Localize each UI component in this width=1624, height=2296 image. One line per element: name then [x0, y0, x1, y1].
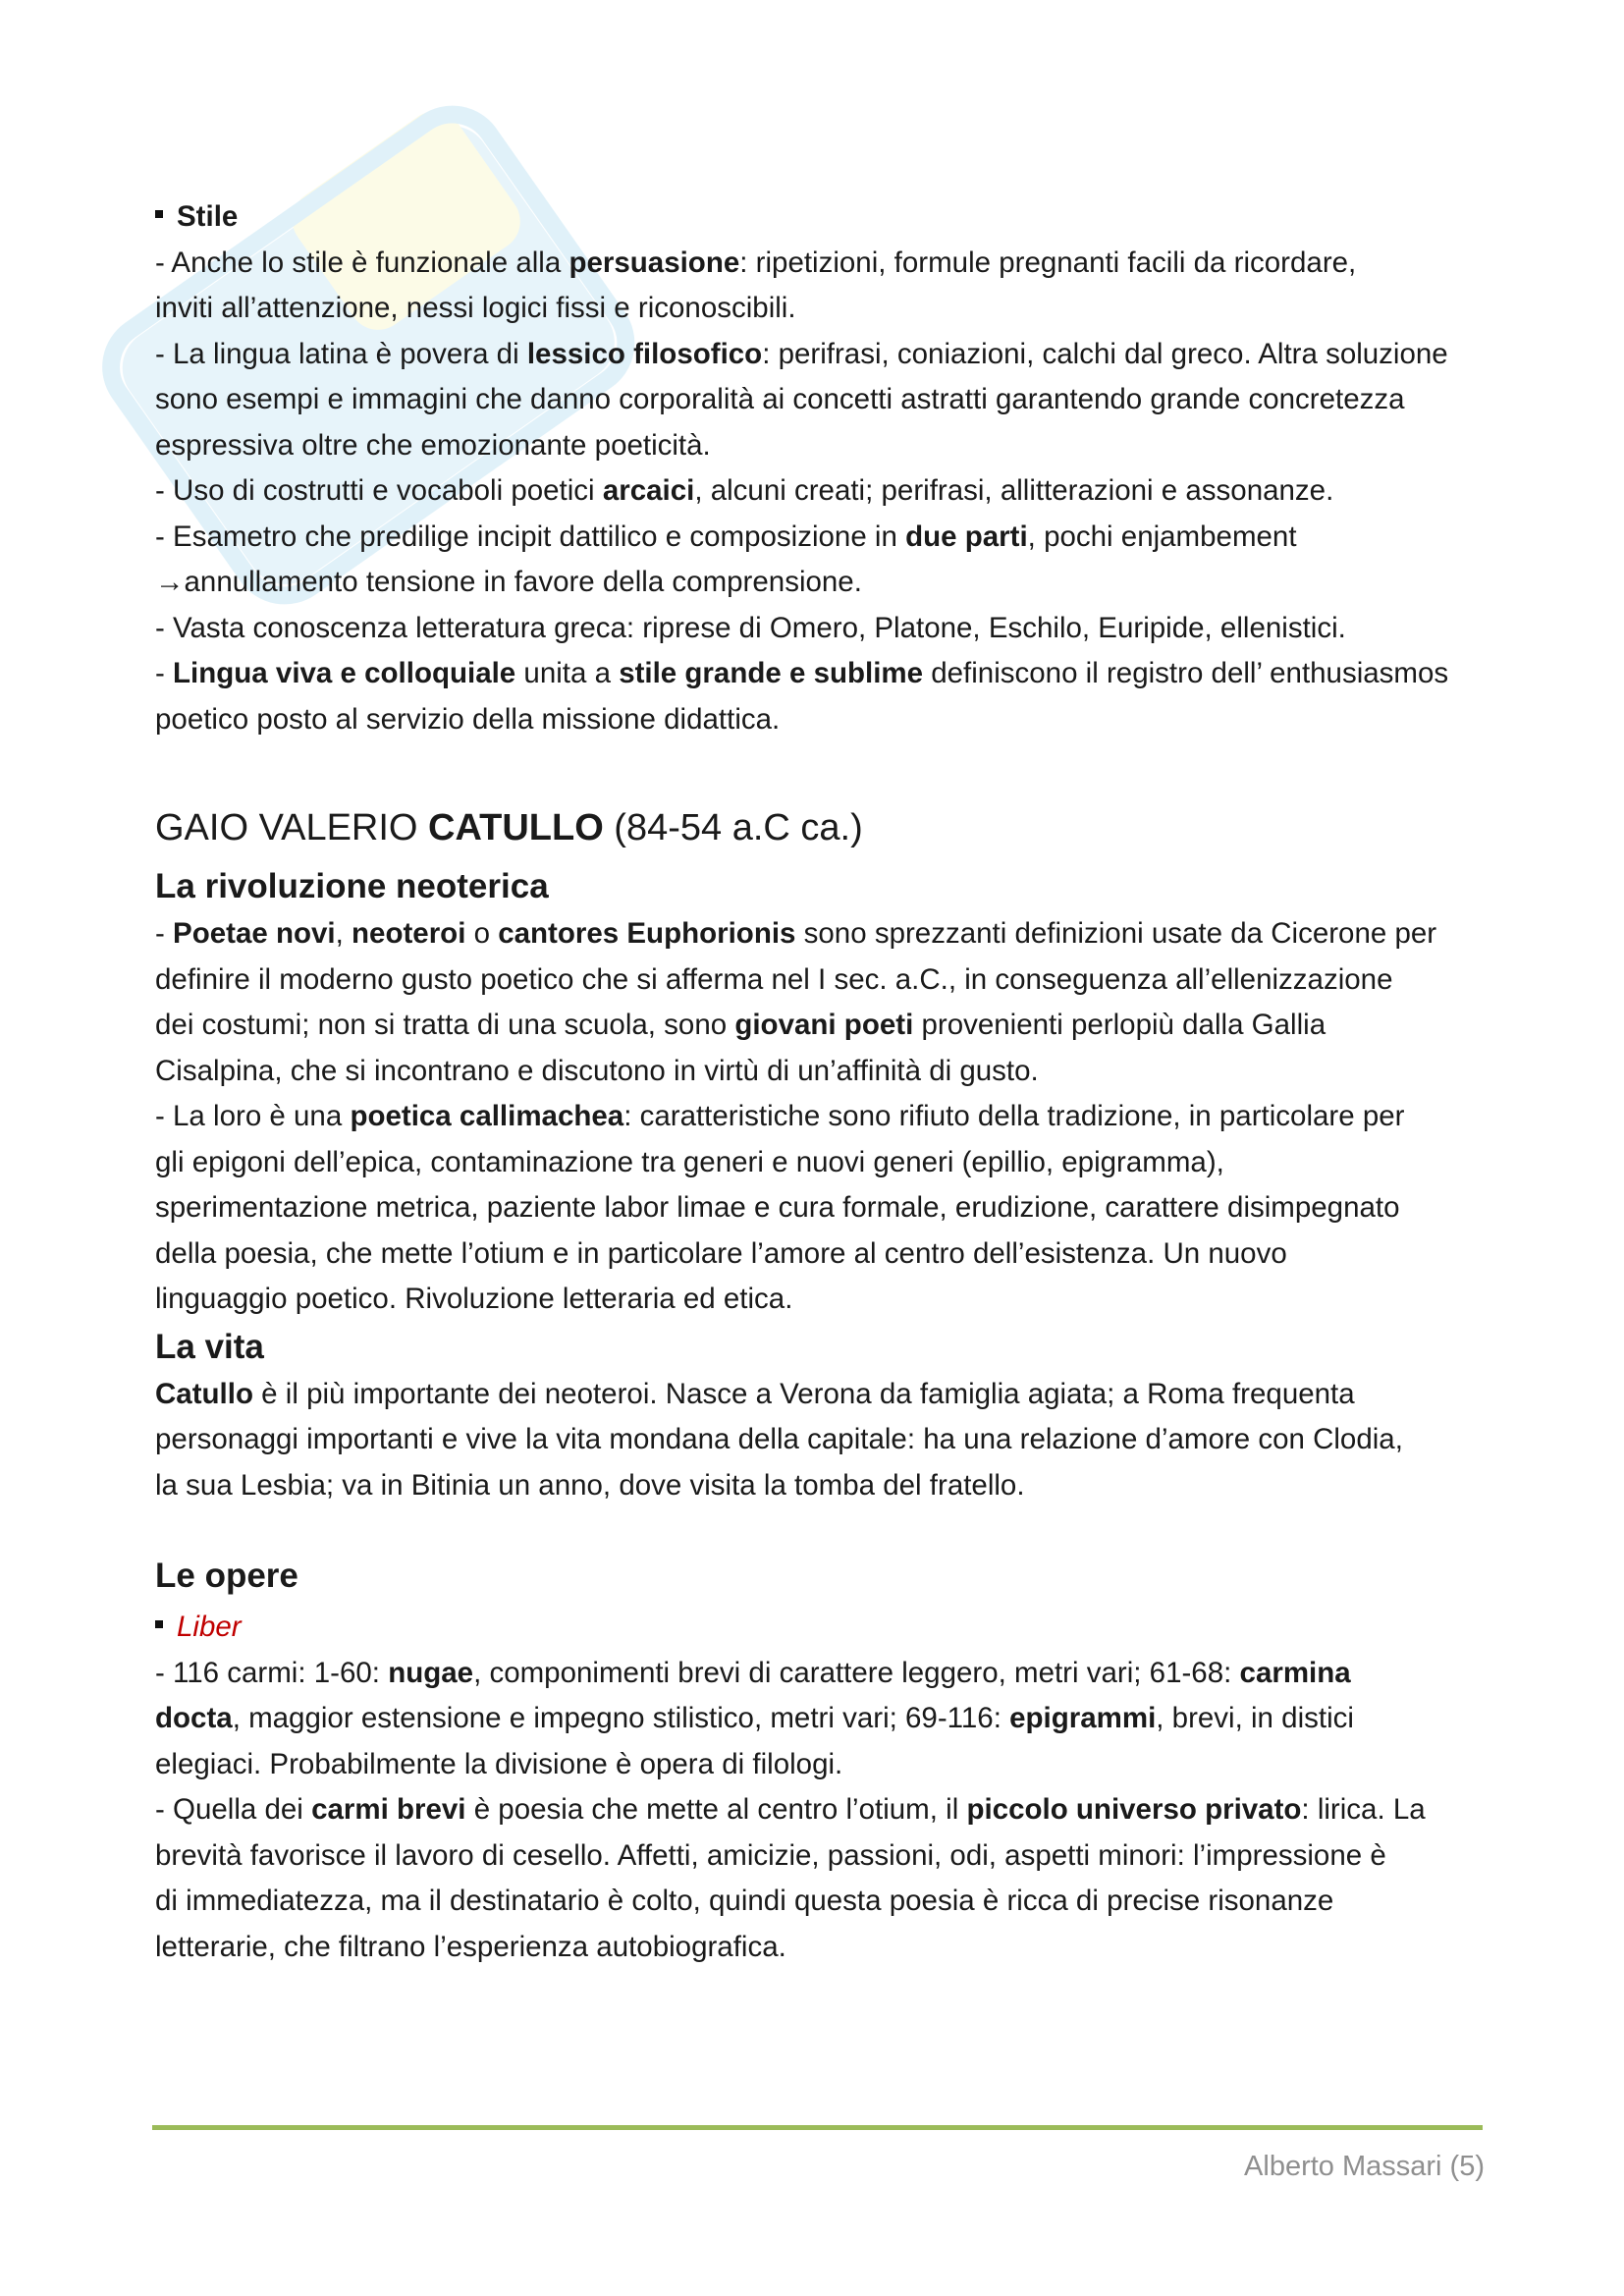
text-run: - La lingua latina è povera di [155, 337, 527, 370]
text-run: è il più importante dei neoteroi. Nasce a Verona da famiglia agiata; a Roma frequenta [252, 1377, 1355, 1410]
text-run: brevità favorisce il lavoro di cesello. Affetti, amicizie, passioni, odi, aspetti minori: l’impressione è [155, 1838, 1386, 1872]
text-run: (84-54 a.C ca.) [603, 807, 863, 848]
text-line [155, 1651, 1490, 1697]
bold-text: giovani poeti [734, 1009, 914, 1041]
text-line [155, 1787, 1490, 1833]
text-line [155, 606, 1490, 652]
text-run: : ripetizioni, formule pregnanti facili da ricordare, [739, 246, 1357, 279]
text-run: , maggior estensione e impegno stilistico, metri vari; 69-116: [232, 1702, 1010, 1734]
text-line [155, 697, 1490, 743]
text-line [155, 1140, 1490, 1186]
text-run: , componimenti brevi di carattere leggero, metri vari; 61-68: [473, 1656, 1240, 1689]
text-run: di immediatezza, ma il destinatario è colto, quindi questa poesia è ricca di precise risonanze [155, 1885, 1334, 1917]
text-run: poetico posto al servizio della missione didattica. [155, 702, 781, 736]
text-run: - Quella dei [155, 1793, 312, 1826]
bold-text: persuasione [568, 246, 740, 279]
text-run: della poesia, che mette l’otium e in particolare l’amore al centro dell’esistenza. Un nuovo [155, 1236, 1287, 1270]
text-line [155, 1372, 1490, 1418]
text-run: sono sprezzanti definizioni usate da Cicerone per [795, 917, 1437, 950]
bold-text: carmina [1239, 1656, 1351, 1689]
text-run: inviti all’attenzione, nessi logici fissi e riconoscibili. [155, 292, 796, 324]
text-run: →annullamento tensione in favore della comprensione. [155, 566, 862, 598]
bold-text: arcaici [602, 474, 695, 507]
text-run: provenienti perlopiù dalla Gallia [913, 1009, 1326, 1041]
square-bullet-icon [155, 1620, 163, 1628]
text-line [155, 1003, 1490, 1049]
text-line [155, 1879, 1490, 1925]
text-line [155, 1463, 1490, 1509]
footer-author: Alberto Massari (5) [1244, 2151, 1485, 2182]
square-bullet-icon [155, 210, 163, 218]
bold-text: Lingua viva e colloquiale [173, 657, 516, 689]
vita-heading: La vita [155, 1327, 264, 1366]
text-run: gli epigoni dell’epica, contaminazione tra generi e nuovi generi (epillio, epigramma), [155, 1145, 1224, 1178]
text-line [155, 1833, 1490, 1880]
text-run: definiscono il registro dell’ enthusiasmos [923, 657, 1449, 689]
page-title [155, 803, 1490, 852]
text-run: - [155, 917, 174, 950]
bold-text: CATULLO [428, 807, 604, 848]
text-run: : lirica. La [1301, 1793, 1426, 1826]
bold-text: Catullo [155, 1377, 253, 1410]
bold-text: neoteroi [352, 917, 466, 950]
footer-divider [152, 2125, 1483, 2130]
text-line [155, 286, 1490, 332]
text-run: la sua Lesbia; va in Bitinia un anno, dove visita la tomba del fratello. [155, 1468, 1025, 1502]
stile-text [155, 241, 1490, 743]
text-line [155, 377, 1490, 423]
text-line [155, 957, 1490, 1004]
opere-text [155, 1651, 1490, 1971]
bold-text: lessico filosofico [526, 337, 763, 370]
bold-text: docta [155, 1702, 233, 1734]
text-line [155, 515, 1490, 561]
rivoluzione-heading: La rivoluzione neoterica [155, 867, 549, 905]
text-run: elegiaci. Probabilmente la divisione è opera di filologi. [155, 1747, 843, 1780]
text-run: , pochi enjambement [1027, 519, 1297, 553]
vita-text [155, 1372, 1490, 1509]
text-line [155, 1277, 1490, 1323]
document-page [155, 194, 1490, 1970]
text-line [155, 1231, 1490, 1278]
text-run: è poesia che mette al centro l’otium, il [465, 1793, 967, 1826]
text-run: letterarie, che filtrano l’esperienza autobiografica. [155, 1930, 786, 1963]
text-run: sono esempi e immagini che danno corporalità ai concetti astratti garantendo grande concretezza [155, 383, 1405, 415]
text-run: o [465, 917, 499, 950]
bold-text: piccolo universo privato [966, 1793, 1302, 1826]
text-run: - Anche lo stile è funzionale alla [155, 246, 569, 279]
bold-text: carmi brevi [311, 1793, 466, 1826]
text-run: - [155, 657, 174, 689]
bold-text: stile grande e sublime [619, 657, 924, 689]
bold-text: poetica callimachea [350, 1100, 624, 1132]
text-run: , brevi, in distici [1156, 1702, 1354, 1734]
liber-subheading: Liber [155, 1605, 1490, 1651]
text-run: dei costumi; non si tratta di una scuola, sono [155, 1009, 735, 1041]
text-run: espressiva oltre che emozionante poeticità. [155, 428, 711, 462]
text-run: , alcuni creati; perifrasi, allitterazioni e assonanze. [694, 474, 1334, 507]
text-line [155, 1094, 1490, 1140]
text-line [155, 1417, 1490, 1463]
text-line [155, 468, 1490, 515]
bold-text: epigrammi [1009, 1702, 1157, 1734]
text-run: GAIO VALERIO [155, 807, 429, 848]
text-run: unita a [515, 657, 620, 689]
text-run: : caratteristiche sono rifiuto della tradizione, in particolare per [623, 1100, 1405, 1132]
text-run: : perifrasi, coniazioni, calchi dal greco. Altra soluzione [762, 337, 1448, 370]
text-line [155, 423, 1490, 469]
text-run: linguaggio poetico. Rivoluzione letteraria ed etica. [155, 1283, 793, 1315]
bold-text: due parti [905, 519, 1028, 553]
text-line [155, 651, 1490, 697]
bold-text: cantores Euphorionis [498, 917, 796, 950]
text-line [155, 911, 1490, 957]
text-line [155, 1925, 1490, 1971]
text-line [155, 560, 1490, 606]
text-run: definire il moderno gusto poetico che si afferma nel I sec. a.C., in conseguenza all’ellenizzazione [155, 962, 1393, 996]
opere-heading: Le opere [155, 1557, 298, 1595]
text-line [155, 1742, 1490, 1788]
text-line [155, 1185, 1490, 1231]
text-run: - 116 carmi: 1-60: [155, 1656, 389, 1689]
text-run: - La loro è una [155, 1100, 351, 1132]
text-run: Cisalpina, che si incontrano e discutono in virtù di un’affinità di gusto. [155, 1054, 1039, 1087]
bold-text: Poetae novi [173, 917, 336, 950]
text-line [155, 1696, 1490, 1742]
text-run: personaggi importanti e vive la vita mondana della capitale: ha una relazione d’amore con Clodia, [155, 1423, 1403, 1455]
text-run: , [335, 917, 352, 950]
stile-heading: Stile [155, 194, 1490, 241]
text-line [155, 332, 1490, 378]
rivoluzione-text [155, 911, 1490, 1323]
text-run: - Uso di costrutti e vocaboli poetici [155, 474, 603, 507]
text-run: - Esametro che predilige incipit dattilico e composizione in [155, 519, 906, 553]
text-run: sperimentazione metrica, paziente labor limae e cura formale, erudizione, carattere disimpegnato [155, 1191, 1400, 1224]
text-line [155, 1049, 1490, 1095]
bold-text: nugae [388, 1656, 474, 1689]
text-line [155, 241, 1490, 287]
text-run: - Vasta conoscenza letteratura greca: riprese di Omero, Platone, Eschilo, Euripide, ellenistici. [155, 611, 1346, 644]
